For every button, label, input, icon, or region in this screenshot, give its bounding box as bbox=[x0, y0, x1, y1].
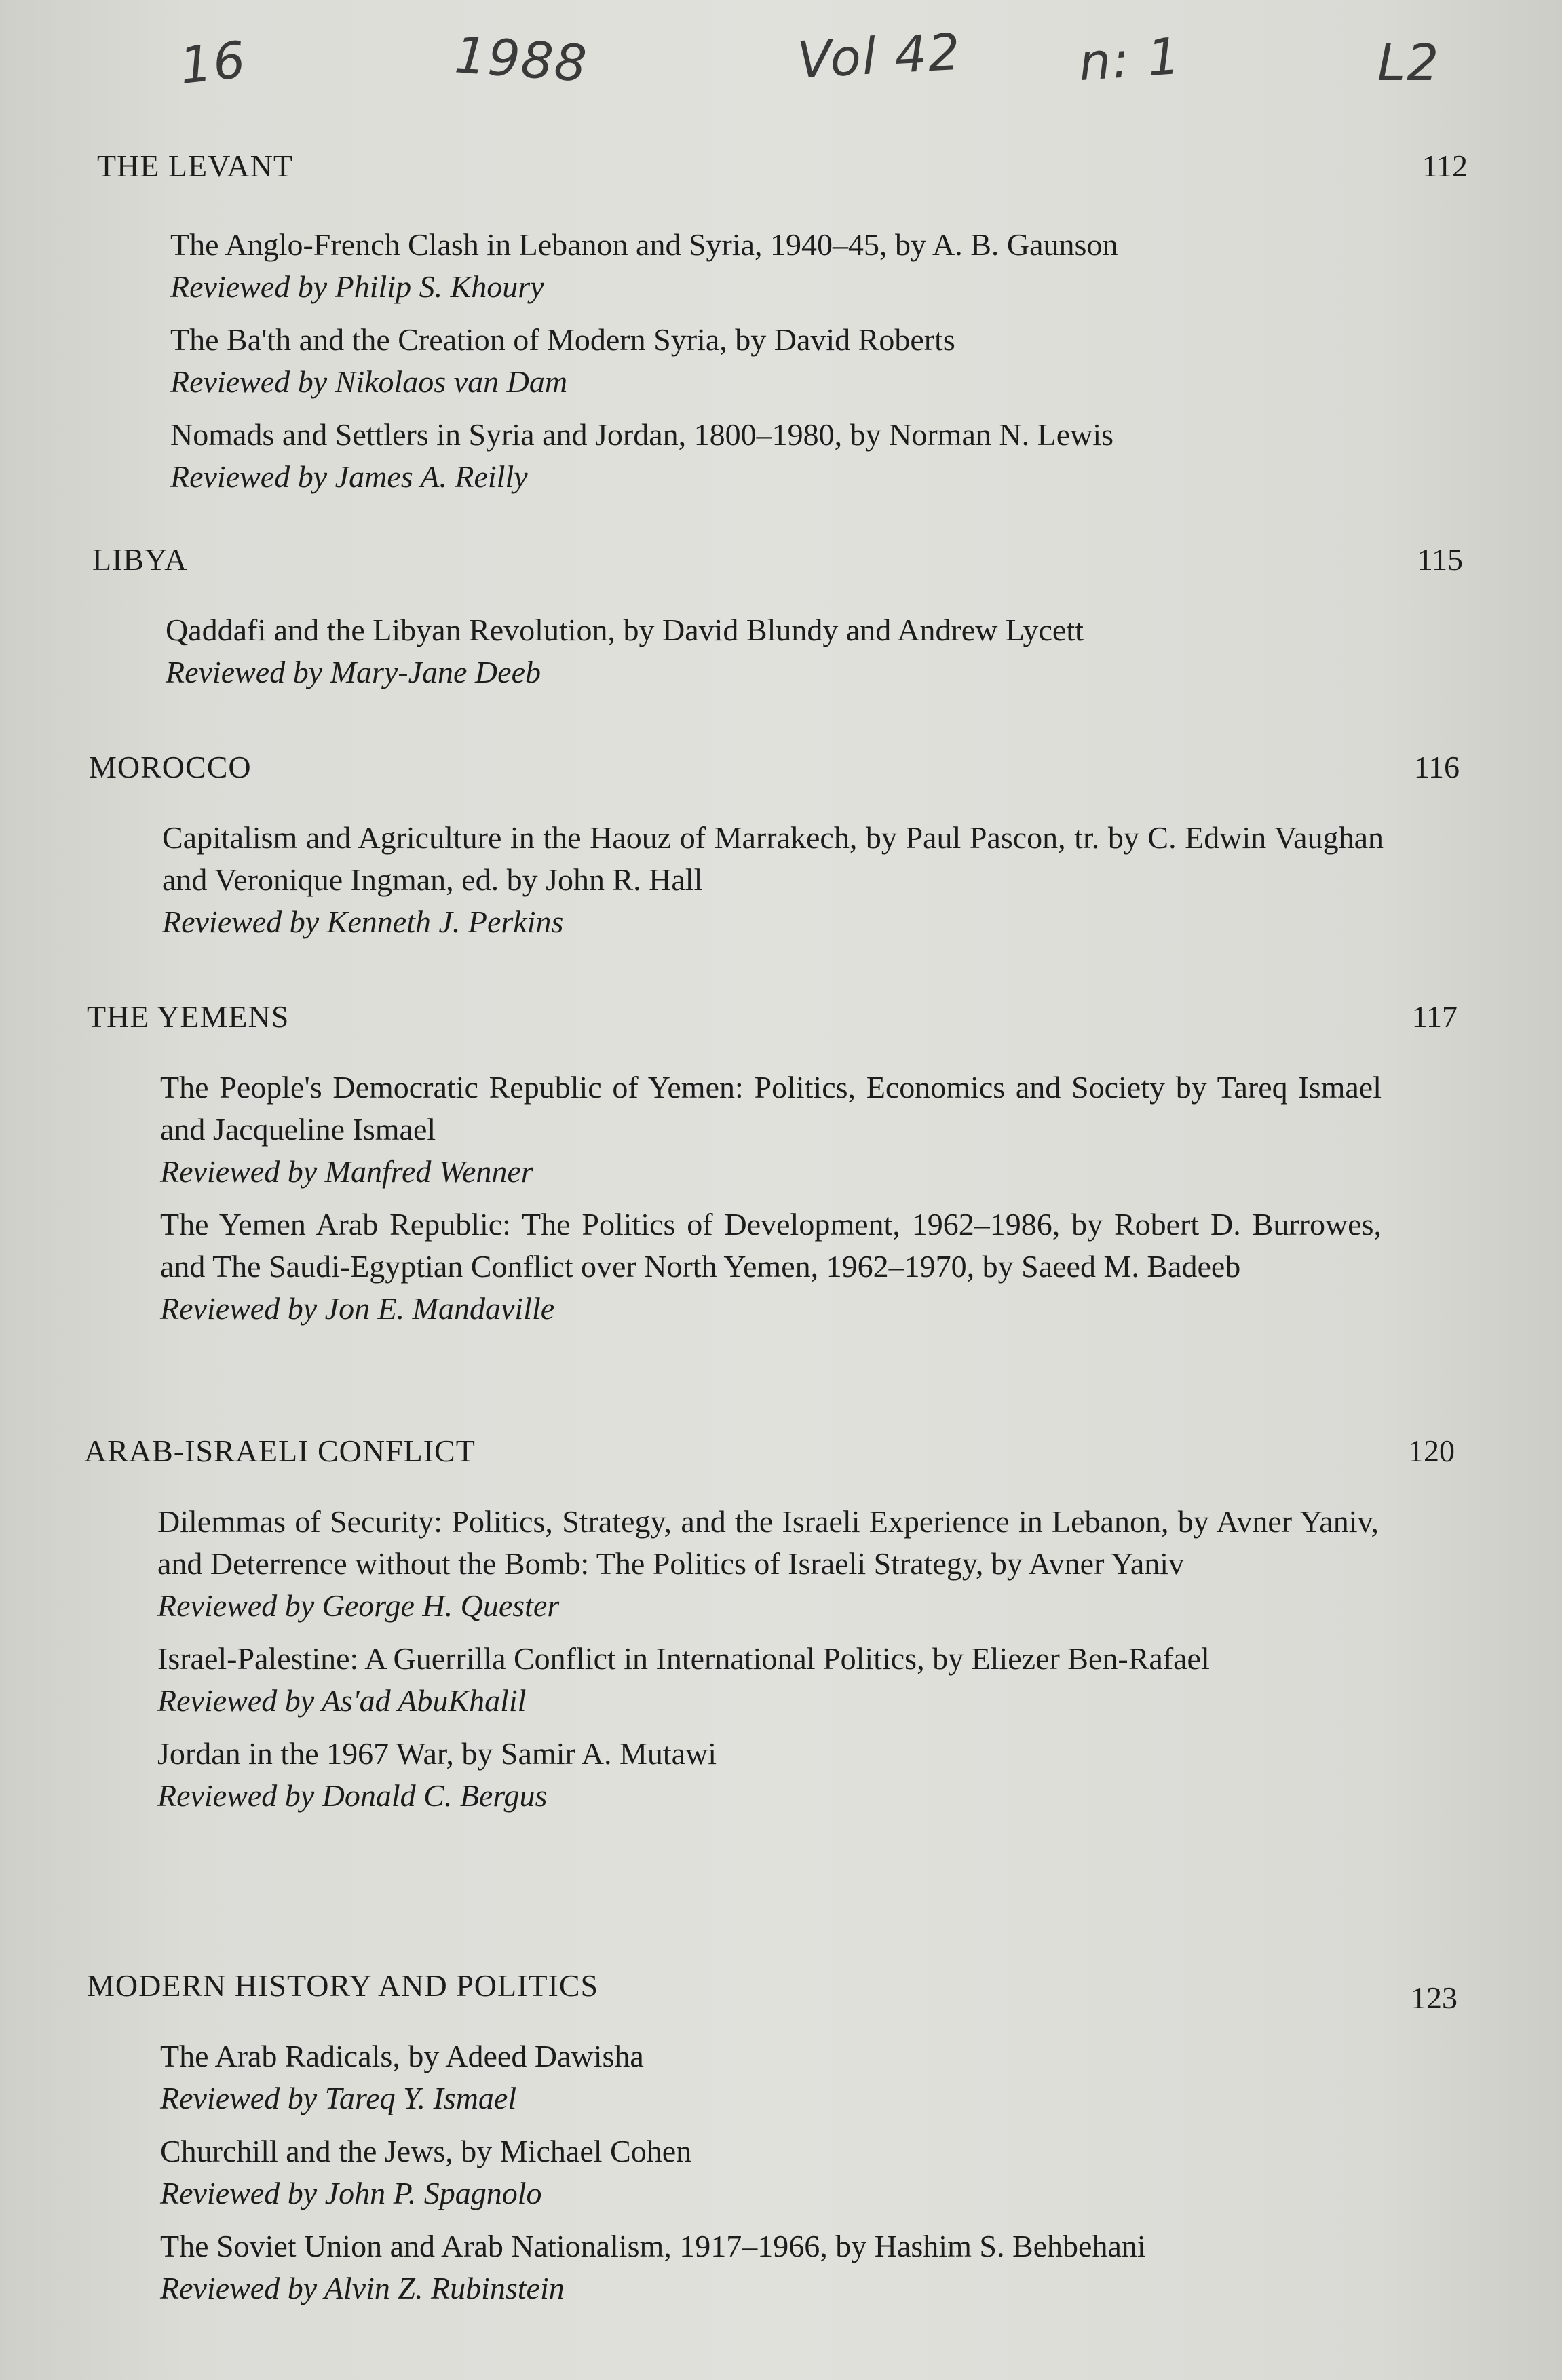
reviewer: Reviewed by James A. Reilly bbox=[170, 459, 528, 494]
section-title: THE LEVANT bbox=[97, 149, 293, 183]
section-title: ARAB-ISRAELI CONFLICT bbox=[84, 1434, 476, 1468]
book-title: Jordan in the 1967 War, by Samir A. Mutawi bbox=[157, 1736, 717, 1771]
reviewer: Reviewed by Alvin Z. Rubinstein bbox=[160, 2271, 565, 2305]
handwritten-mark: Vol 42 bbox=[795, 22, 963, 90]
handwritten-mark: n: 1 bbox=[1077, 26, 1183, 93]
review-entry bbox=[160, 2130, 1382, 2214]
book-title: Nomads and Settlers in Syria and Jordan, 1800–1980, by Norman N. Lewis bbox=[170, 417, 1114, 452]
section-page-number: 123 bbox=[1411, 1980, 1458, 2015]
book-title: Qaddafi and the Libyan Revolution, by David Blundy and Andrew Lycett bbox=[166, 613, 1084, 647]
review-entry bbox=[170, 319, 1392, 403]
book-title: Dilemmas of Security: Politics, Strategy, and the Israeli Experience in Lebanon, by Avner Yaniv, and Deterrence without the Bomb: The Politics of Israeli Strategy, by Avner Yaniv bbox=[157, 1504, 1379, 1581]
reviewer: Reviewed by Tareq Y. Ismael bbox=[160, 2081, 517, 2115]
review-entry bbox=[160, 1204, 1382, 1330]
review-entry bbox=[170, 224, 1392, 308]
book-title: Churchill and the Jews, by Michael Cohen bbox=[160, 2134, 692, 2168]
review-entry bbox=[170, 414, 1392, 498]
review-entry bbox=[160, 2035, 1382, 2119]
reviewer: Reviewed by Jon E. Mandaville bbox=[160, 1291, 555, 1326]
section-the-levant bbox=[97, 148, 1468, 509]
review-entry bbox=[162, 817, 1384, 943]
reviewer: Reviewed by Philip S. Khoury bbox=[170, 269, 544, 304]
section-the-yemens bbox=[87, 999, 1458, 1341]
book-title: Capitalism and Agriculture in the Haouz of Marrakech, by Paul Pascon, tr. by C. Edwin Vaughan and Veronique Ingman, ed. by John R. Hall bbox=[162, 820, 1384, 897]
handwritten-mark: 16 bbox=[176, 31, 250, 96]
reviewer: Reviewed by Mary-Jane Deeb bbox=[166, 655, 541, 689]
review-entry bbox=[157, 1501, 1379, 1627]
review-entry bbox=[157, 1638, 1379, 1722]
handwritten-annotations bbox=[0, 22, 1562, 102]
section-morocco bbox=[89, 749, 1460, 954]
section-page-number: 120 bbox=[1408, 1434, 1455, 1468]
book-title: The Anglo-French Clash in Lebanon and Syria, 1940–45, by A. B. Gaunson bbox=[170, 227, 1118, 262]
review-entry bbox=[157, 1733, 1379, 1817]
book-title: The Ba'th and the Creation of Modern Syria, by David Roberts bbox=[170, 322, 955, 357]
reviewer: Reviewed by Nikolaos van Dam bbox=[170, 364, 568, 399]
reviewer: Reviewed by Donald C. Bergus bbox=[157, 1778, 548, 1813]
book-title: The People's Democratic Republic of Yemen: Politics, Economics and Society by Tareq Ismael and Jacqueline Ismael bbox=[160, 1070, 1382, 1147]
section-title: MODERN HISTORY AND POLITICS bbox=[87, 1968, 599, 2003]
handwritten-mark: 1988 bbox=[453, 26, 590, 94]
section-title: THE YEMENS bbox=[87, 999, 290, 1034]
section-page-number: 112 bbox=[1422, 149, 1468, 183]
reviewer: Reviewed by John P. Spagnolo bbox=[160, 2176, 542, 2210]
section-modern-history-and-politics bbox=[87, 1968, 1458, 2320]
book-title: The Soviet Union and Arab Nationalism, 1917–1966, by Hashim S. Behbehani bbox=[160, 2229, 1146, 2263]
reviewer: Reviewed by Kenneth J. Perkins bbox=[162, 904, 564, 939]
handwritten-mark: L2 bbox=[1377, 34, 1441, 92]
section-page-number: 117 bbox=[1411, 999, 1458, 1034]
book-title: Israel-Palestine: A Guerrilla Conflict in International Politics, by Eliezer Ben-Rafael bbox=[157, 1641, 1210, 1676]
reviewer: Reviewed by As'ad AbuKhalil bbox=[157, 1683, 527, 1718]
review-entry bbox=[160, 2225, 1382, 2309]
review-entry bbox=[166, 609, 1387, 693]
section-title: MOROCCO bbox=[89, 750, 252, 784]
reviewer: Reviewed by Manfred Wenner bbox=[160, 1154, 533, 1189]
reviewer: Reviewed by George H. Quester bbox=[157, 1588, 560, 1623]
section-page-number: 116 bbox=[1413, 750, 1460, 784]
section-page-number: 115 bbox=[1417, 542, 1463, 577]
review-entry bbox=[160, 1067, 1382, 1193]
section-libya bbox=[92, 541, 1463, 704]
book-title: The Arab Radicals, by Adeed Dawisha bbox=[160, 2039, 644, 2073]
section-title: LIBYA bbox=[92, 542, 188, 577]
section-arab-israeli-conflict bbox=[84, 1433, 1455, 1828]
book-title: The Yemen Arab Republic: The Politics of Development, 1962–1986, by Robert D. Burrowes, and The Saudi-Egyptian Conflict over North Yemen, 1962–1970, by Saeed M. Badeeb bbox=[160, 1207, 1382, 1284]
